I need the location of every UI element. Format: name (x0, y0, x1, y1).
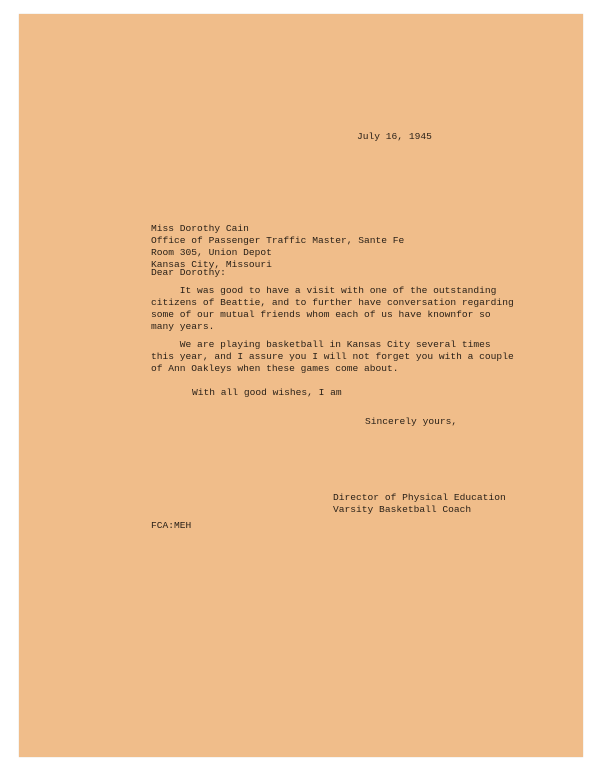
recipient-room: Room 305, Union Depot (151, 247, 272, 258)
paragraph-2-line: We are playing basketball in Kansas City several times (151, 339, 491, 350)
salutation: Dear Dorothy: (151, 267, 226, 278)
paragraph-1-line: some of our mutual friends whom each of us have knownfor so (151, 309, 491, 320)
signature-title: Director of Physical Education (333, 492, 506, 503)
signature-title: Varsity Basketball Coach (333, 504, 472, 515)
recipient-office: Office of Passenger Traffic Master, Sante Fe (151, 235, 405, 246)
paragraph-1-line: citizens of Beattie, and to further have conversation regarding (151, 297, 514, 308)
complimentary-close: Sincerely yours, (365, 416, 458, 427)
paragraph-1-line: many years. (151, 321, 215, 332)
paragraph-2-line: of Ann Oakleys when these games come about. (151, 363, 399, 374)
recipient-city: Kansas City, Missouri (151, 259, 272, 270)
closing-line: With all good wishes, I am (192, 387, 342, 398)
paragraph-2-line: this year, and I assure you I will not forget you with a couple (151, 351, 514, 362)
letter-date: July 16, 1945 (357, 131, 432, 142)
recipient-name: Miss Dorothy Cain (151, 223, 249, 234)
reference-initials: FCA:MEH (151, 520, 192, 531)
letter-page (19, 14, 583, 757)
paragraph-1-line: It was good to have a visit with one of the outstanding (151, 285, 497, 296)
